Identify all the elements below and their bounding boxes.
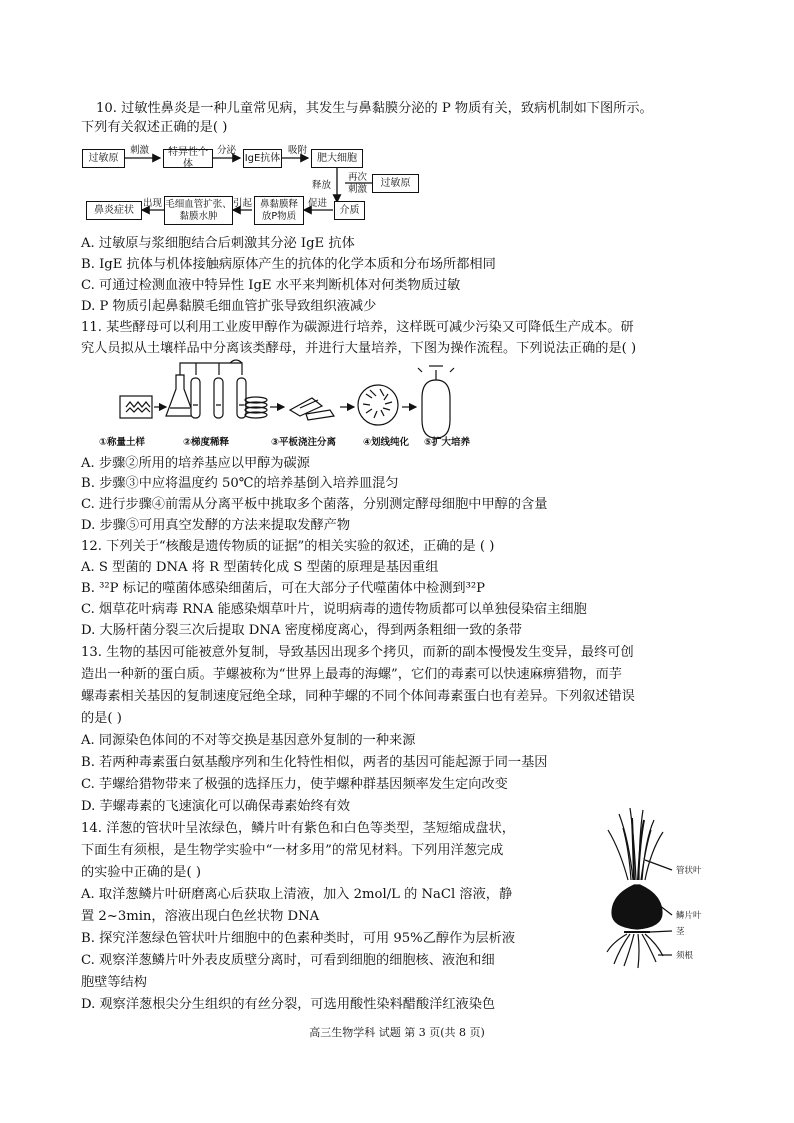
q13-option-d: D. 芋螺毒素的飞速演化可以确保毒素始终有效 (81, 799, 351, 814)
q10-option-c: C. 可通过检测血液中特异性 IgE 水平来判断机体对何类物质过敏 (81, 278, 461, 293)
capillary-line2: 黏膜水肿 (179, 211, 218, 222)
q10-option-b: B. IgE 抗体与机体接触病原体产生的抗体的化学本质和分布场所都相同 (81, 257, 496, 272)
q10-option-a: A. 过敏原与浆细胞结合后刺激其分泌 IgE 抗体 (81, 236, 355, 251)
q14-option-a-line2: 置 2~3min，溶液出现白色丝状物 DNA (81, 909, 320, 924)
label-appear: 出现 (143, 198, 163, 209)
nasal-line2: 放P物质 (261, 211, 297, 222)
box-allergen-2: 过敏原 (372, 174, 419, 193)
q11-step-3: ③平板浇注分离 (271, 437, 337, 448)
label-promote: 促进 (308, 198, 328, 209)
q10-option-d: D. P 物质引起鼻黏膜毛细血管扩张导致组织液减少 (81, 299, 377, 314)
q12-option-c: C. 烟草花叶病毒 RNA 能感染烟草叶片，说明病毒的遗传物质都可以单独侵染宿主细胞 (81, 602, 587, 617)
box-mediator: 介质 (334, 201, 365, 220)
label-secrete: 分泌 (217, 145, 237, 156)
label-stimulate-again: 刺激 (348, 184, 368, 195)
q11-option-a: A. 步骤②所用的培养基应以甲醇为碳源 (81, 456, 310, 471)
q10-stem-line2: 下列有关叙述正确的是( ) (81, 120, 228, 135)
q13-stem-line2: 造出一种新的蛋白质。芋螺被称为“世界上最毒的海螺”，它们的毒素可以快速麻痹猎物，而芋 (81, 667, 622, 682)
box-ige-antibody: IgE抗体 (243, 149, 282, 168)
q11-step-1: ①称量土样 (99, 437, 146, 448)
q13-option-b: B. 若两种毒素蛋白氨基酸序列和生化特性相似，两者的基因可能起源于同一基因 (81, 755, 548, 770)
q10-stem-line1: 10. 过敏性鼻炎是一种儿童常见病，其发生与鼻黏膜分泌的 P 物质有关，致病机制如下图所示。 (96, 101, 653, 116)
q13-stem-line4: 的是( ) (81, 711, 122, 726)
q11-stem-line1: 11. 某些酵母可以利用工业废甲醇作为碳源进行培养，这样既可减少污染又可降低生产成本。研 (81, 320, 634, 335)
q11-option-c: C. 进行步骤④前需从分离平板中挑取多个菌落，分别测定酵母细胞中甲醇的含量 (81, 497, 548, 512)
label-fibrous-root: 须根 (676, 951, 694, 961)
label-again: 再次 (348, 172, 368, 183)
q13-option-c: C. 芋螺给猎物带来了极强的选择压力，使芋螺种群基因频率发生定向改变 (81, 777, 508, 792)
box-specific-individual: 特异性个体 (163, 149, 213, 168)
q14-stem-line3: 的实验中正确的是( ) (81, 865, 201, 880)
q14-option-d: D. 观察洋葱根尖分生组织的有丝分裂，可选用酸性染料醋酸洋红液染色 (81, 997, 496, 1012)
nasal-line1: 鼻黏膜释 (259, 199, 298, 210)
q11-step-2: ②梯度稀释 (183, 437, 230, 448)
q14-stem-line1: 14. 洋葱的管状叶呈浓绿色，鳞片叶有紫色和白色等类型，茎短缩成盘状， (81, 821, 515, 836)
q12-stem: 12. 下列关于“核酸是遗传物质的证据”的相关实验的叙述，正确的是 ( ) (81, 539, 495, 554)
q13-stem-line1: 13. 生物的基因可能被意外复制，导致基因出现多个拷贝，而新的副本慢慢发生变异，最终可创 (81, 645, 634, 660)
q11-step-4: ④划线纯化 (363, 437, 410, 448)
label-release: 释放 (312, 180, 332, 191)
box-rhinitis-symptom: 鼻炎症状 (86, 201, 142, 220)
q13-stem-line3: 螺毒素相关基因的复制速度冠绝全球，同种芋螺的不同个体间毒素蛋白也有差异。下列叙述错误 (81, 689, 635, 704)
q13-option-a: A. 同源染色体间的不对等交换是基因意外复制的一种来源 (81, 733, 416, 748)
label-tubular-leaf: 管状叶 (676, 866, 702, 876)
q14-option-c-line2: 胞壁等结构 (81, 975, 147, 990)
label-cause: 引起 (233, 198, 253, 209)
label-adsorb: 吸附 (288, 145, 308, 156)
page-footer: 高三生物学科 试题 第 3 页(共 8 页) (309, 1026, 485, 1039)
box-mast-cell: 肥大细胞 (311, 149, 363, 168)
q11-option-d: D. 步骤⑤可用真空发酵的方法来提取发酵产物 (81, 518, 351, 533)
q12-option-d: D. 大肠杆菌分裂三次后提取 DNA 密度梯度离心，得到两条粗细一致的条带 (81, 623, 522, 638)
q12-option-a: A. S 型菌的 DNA 将 R 型菌转化成 S 型菌的原理是基因重组 (81, 560, 439, 575)
label-scale-leaf: 鳞片叶 (676, 911, 702, 921)
q14-stem-line2: 下面生有须根，是生物学实验中“一材多用”的常见材料。下列用洋葱完成 (81, 843, 504, 858)
q11-step-5: ⑤扩大培养 (424, 437, 471, 448)
q11-option-b: B. 步骤③中应将温度约 50℃的培养基倒入培养皿混匀 (81, 476, 399, 491)
q14-option-a-line1: A. 取洋葱鳞片叶研磨离心后获取上清液，加入 2mol/L 的 NaCl 溶液，静 (81, 887, 513, 902)
q11-stem-line2: 究人员拟从土壤样品中分离该类酵母，并进行大量培养，下图为操作流程。下列说法正确的是( ) (81, 341, 637, 356)
label-stimulate: 刺激 (130, 145, 150, 156)
q14-option-c-line1: C. 观察洋葱鳞片叶外表皮质壁分离时，可看到细胞的细胞核、液泡和细 (81, 953, 495, 968)
q12-option-b: B. ³²P 标记的噬菌体感染细菌后，可在大部分子代噬菌体中检测到³²P (81, 581, 486, 596)
box-allergen-1: 过敏原 (82, 149, 125, 168)
q14-option-b: B. 探究洋葱绿色管状叶片细胞中的色素种类时，可用 95%乙醇作为层析液 (81, 931, 516, 946)
label-stem: 茎 (676, 927, 685, 937)
capillary-line1: 毛细血管扩张、 (165, 199, 232, 210)
